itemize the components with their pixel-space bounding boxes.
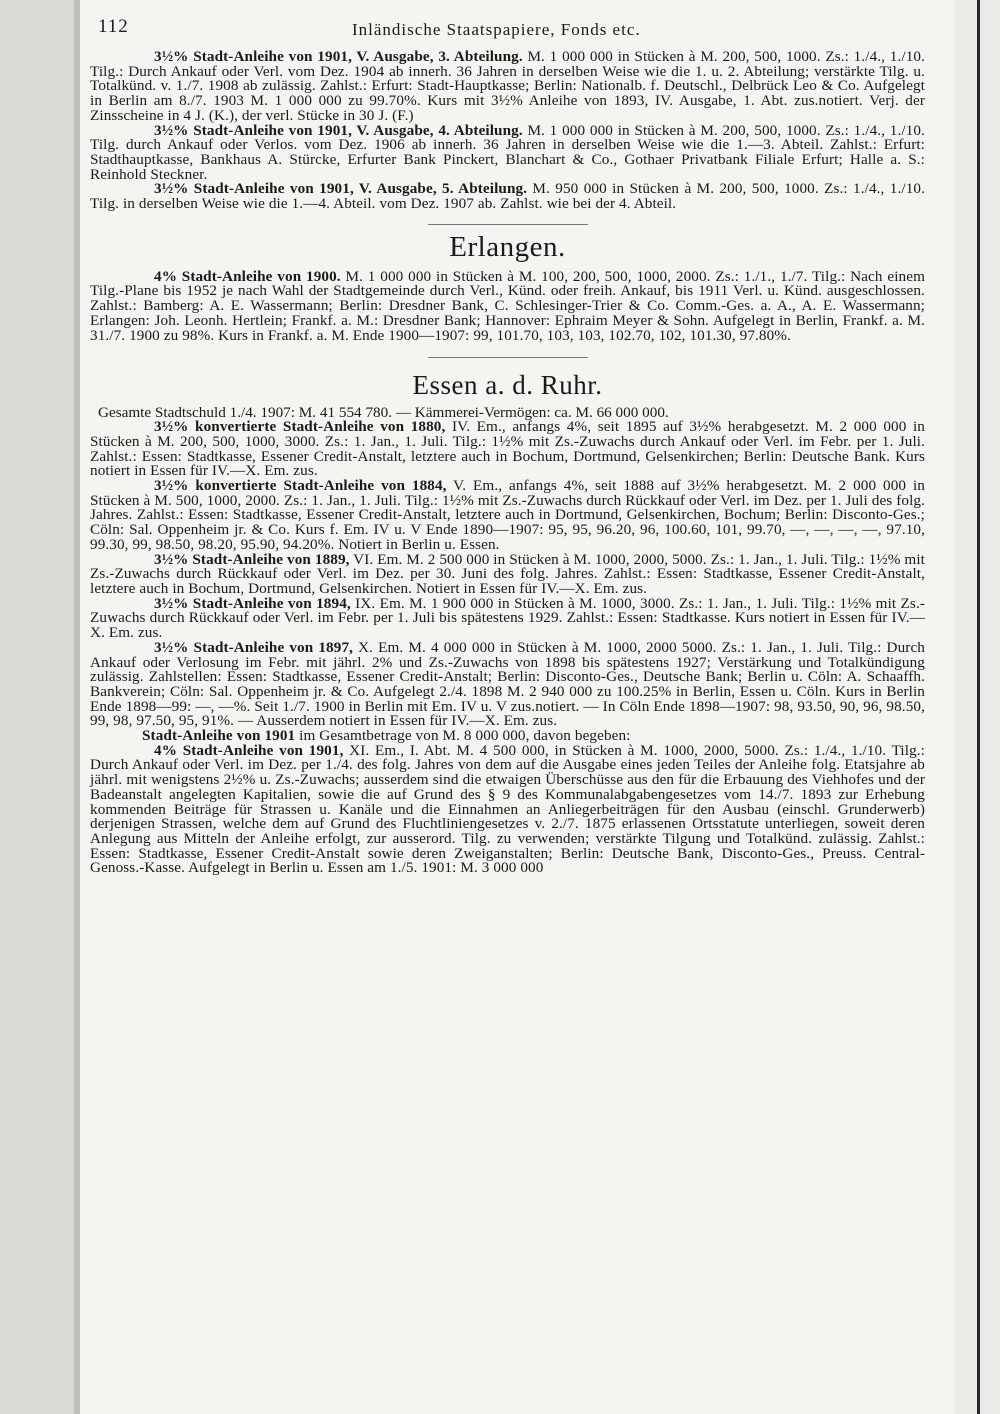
entry-paragraph: [90, 479, 925, 553]
entry-heading: 3½% Stadt-Anleihe von 1897,: [154, 638, 354, 656]
entry-paragraph: [90, 267, 925, 344]
entry-paragraph: [90, 741, 925, 877]
left-margin-shadow: [0, 0, 80, 1414]
page-header: [90, 12, 925, 42]
entry-body: IX. Em. M. 1 900 000 in Stücken à M. 1000, 3000. Zs.: 1. Jan., 1. Juli. Tilg.: 1½% mit Zs.-Zuwachs durch Rückkauf oder Verl. im Febr. per 1. Juli bis spätestens 1929. Zahlst.: Essen: Stadtkasse. Kurs notiert in Essen für IV.—X. Em. zus.: [90, 594, 925, 642]
page-edge: [74, 0, 80, 1414]
entry-paragraph: [90, 420, 925, 479]
entry-body: M. 1 000 000 in Stücken à M. 200, 500, 1000. Zs.: 1./4., 1./10. Tilg.: Durch Ankauf oder Verl. vom Dez. 1904 ab innerh. 36 Jahren in derselben Weise wie die 1. u. 2. Abteilung; verstärkte Tilg. u. Totalkünd. v. 1./7. 1908 ab zulässig. Zahlst.: Erfurt: Stadt-Hauptkasse; Berlin: Nationalb. f. Deutschl., Delbrück Leo & Co. Aufgelegt in Berlin am 8./7. 1903 M. 1 000 000 zu 99.70%. Kurs mit 3½% Anleihe von 1893, IV. Ausgabe, 1. Abt. zus.notiert. Verj. der Zinsscheine in 4 J. (K.), der verl. Stücke in 30 J. (F.): [90, 48, 925, 124]
entry-heading: 3½% Stadt-Anleihe von 1894,: [154, 594, 351, 612]
entry-heading: 3½% Stadt-Anleihe von 1901, V. Ausgabe, 4. Abteilung.: [154, 121, 523, 139]
page-content: [90, 12, 925, 876]
city-heading: Erlangen.: [449, 230, 566, 263]
running-title: Inländische Staatspapiere, Fonds etc.: [352, 20, 641, 39]
entry-body: M. 1 000 000 in Stücken à M. 200, 500, 1000. Zs.: 1./4., 1./10. Tilg. durch Ankauf oder Verlos. vom Dez. 1906 ab innerh. 36 Jahren in derselben Weise wie die 1.—3. Abteil. Zahlst.: Erfurt: Stadthauptkasse, Bankhaus A. Stürcke, Erfurter Bank Pinckert, Blanchart & Co., Gothaer Privatbank Filiale Erfurt; Halle a. S.: Reinhold Steckner.: [90, 121, 925, 183]
entry-body: XI. Em., I. Abt. M. 4 500 000, in Stücken à M. 1000, 2000, 5000. Zs.: 1./4., 1./10. Tilg.: Durch Ankauf oder Verl. im Dez. per 1./4. des folg. Jahres von dem auf die Ausgabe eines jeden Teiles der Anleihe folg. Etatsjahre ab jährl. mit wenigstens 2½% u. Zs.-Zuwachs; ausserdem sind die etwaigen Überschüsse aus den für die Erbauung des Viehhofes und der Badeanstalt angelegten Kapitalien, sowie die auf Grund des § 9 des Kommunalabgabengesetzes vom 14./7. 1893 zur Erhebung kommenden Beiträge für Strassen u. Kanäle und die Einnahmen an Anliegerbeiträgen für den Ausbau (einschl. Grunderwerb) derjenigen Strassen, welche dem auf Grund des Fluchtliniengesetzes v. 2./7. 1875 erlassenen Ortsstatute unterliegen, soweit deren Anlegung aus Mitteln der Anleihe erfolgt, zur ausserord. Tilg. zu verwenden; verstärkte Tilgung und Totalkünd. zulässig. Zahlst.: Essen: Stadtkasse, Essener Credit-Anstalt sowie deren Zweiganstalten; Berlin: Deutsche Bank, Disconto-Ges., Preuss. Central-Genoss.-Kasse. Aufgelegt in Berlin u. Essen am 1./5. 1901: M. 3 000 000: [90, 741, 925, 877]
city-heading: Essen a. d. Ruhr.: [412, 370, 603, 401]
entry-paragraph: [90, 121, 925, 183]
entry-heading: 3½% Stadt-Anleihe von 1901, V. Ausgabe, 3. Abteilung.: [154, 48, 523, 65]
entry-heading: 3½% Stadt-Anleihe von 1889,: [154, 550, 350, 568]
section-erlangen: [90, 231, 925, 344]
debt-summary: Gesamte Stadtschuld 1./4. 1907: M. 41 554 780. — Kämmerei-Vermögen: ca. M. 66 000 000.: [98, 404, 669, 422]
entry-paragraph: [90, 594, 925, 642]
entry-heading: Stadt-Anleihe von 1901: [142, 727, 296, 745]
entry-body: X. Em. M. 4 000 000 in Stücken à M. 1000, 2000 5000. Zs.: 1. Jan., 1. Juli. Tilg.: Durch Ankauf oder Verlosung im Febr. mit jährl. 2% und Zs.-Zuwachs von 1898 bis spätestens 1927; Verstärkung und Totalkündigung zulässig. Zahlstellen: Essen: Stadtkasse, Essener Credit-Anstalt; Berlin: Disconto-Ges., Deutsche Bank; Berlin u. Cöln: A. Schaaffh. Bankverein; Cöln: Sal. Oppenheim jr. & Co. Aufgelegt 2./4. 1898 M. 2 940 000 zu 100.25% in Berlin, Essen u. Cöln. Kurs in Berlin Ende 1898—99: —, —%. Seit 1./7. 1900 in Berlin mit Em. IV u. V zus.notiert. — In Cöln Ende 1898—1907: 98, 93.50, 90, 96, 98.50, 99, 98, 97.50, 95, 91%. — Ausserdem notiert in Essen für IV.—X. Em. zus.: [90, 638, 925, 730]
section-essen: [90, 370, 925, 876]
entry-body: VI. Em. M. 2 500 000 in Stücken à M. 1000, 2000, 5000. Zs.: 1. Jan., 1. Juli. Tilg.: 1½% mit Zs.-Zuwachs durch Rückkauf oder Verl. im Dez. per 30. Juni des folg. Jahres. Zahlst.: Essen: Stadtkasse, Essener Credit-Anstalt, letztere auch in Bochum, Dortmund, Gelsenkirchen. Notiert in Essen für IV.—X. Em. zus.: [90, 550, 925, 597]
continued-entries: [90, 50, 925, 212]
right-margin-strip: [955, 0, 1000, 1414]
entry-paragraph: [90, 182, 925, 211]
binding-rule: [977, 0, 980, 1414]
entry-paragraph: [90, 550, 925, 597]
entry-body: V. Em., anfangs 4%, seit 1888 auf 3½% herabgesetzt. M. 2 000 000 in Stücken à M. 500, 1000, 2000. Zs.: 1. Jan., 1. Juli. Tilg.: 1½% mit Zs.-Zuwachs durch Rückkauf oder Verl. im Dez. per 1. Juli des folg. Jahres. Zahlst.: Essen: Stadtkasse, Essener Credit-Anstalt, letztere auch in Dortmund, Gelsenkirchen, Bochum; Berlin: Disconto-Ges.; Cöln: Sal. Oppenheim jr. & Co. Kurs f. Em. IV u. V Ende 1890—1907: 95, 95, 96.20, 96, 100.60, 101, 99.70, —, —, —, —, 97.10, 99.30, 99, 98.50, 98.20, 95.90, 94.20%. Notiert in Berlin u. Essen.: [90, 477, 925, 553]
section-divider: [428, 224, 588, 225]
entry-heading: 4% Stadt-Anleihe von 1900.: [154, 267, 341, 285]
page-number: 112: [98, 16, 129, 37]
entry-heading: 3½% konvertierte Stadt-Anleihe von 1884,: [154, 477, 447, 495]
entry-body: M. 1 000 000 in Stücken à M. 100, 200, 500, 1000, 2000. Zs.: 1./1., 1./7. Tilg.: Nach einem Tilg.-Plane bis 1952 je nach Wahl der Stadtgemeinde durch Verl., Künd. oder freih. Ankauf, bis 1911 Verl. u. Künd. ausgeschlossen. Zahlst.: Bamberg: A. E. Wassermann; Berlin: Dresdner Bank, C. Schlesinger-Trier & Co. Comm.-Ges. a. A., A. E. Wassermann; Erlangen: Joh. Leonh. Hertlein; Frankf. a. M.: Dresdner Bank; Hannover: Ephraim Meyer & Sohn. Aufgelegt in Berlin, Frankf. a. M. 31./7. 1900 zu 98%. Kurs in Frankf. a. M. Ende 1900—1907: 99, 101.70, 103, 103, 102.70, 102, 101.30, 97.80%.: [90, 267, 925, 344]
entry-body: im Gesamtbetrage von M. 8 000 000, davon begeben:: [295, 727, 631, 745]
entry-body: IV. Em., anfangs 4%, seit 1895 auf 3½% herabgesetzt. M. 2 000 000 in Stücken à M. 200, 500, 1000, 3000. Zs.: 1. Jan., 1. Juli. Tilg.: 1½% mit Zs.-Zuwachs durch Ankauf oder Verl. im Febr. per 1. Juli. Zahlst.: Essen: Stadtkasse, Essener Credit-Anstalt, letztere auch in Bochum, Dortmund, Gelsenkirchen; Berlin: Deutsche Bank. Kurs notiert in Essen für IV.—X. Em. zus.: [90, 418, 925, 480]
entry-heading: 4% Stadt-Anleihe von 1901,: [154, 741, 344, 759]
entry-heading: 3½% Stadt-Anleihe von 1901, V. Ausgabe, 5. Abteilung.: [154, 180, 528, 198]
entry-paragraph: [90, 50, 925, 124]
entry-heading: 3½% konvertierte Stadt-Anleihe von 1880,: [154, 418, 446, 436]
entry-paragraph: [90, 638, 925, 730]
section-divider: [428, 357, 588, 358]
entry-body: M. 950 000 in Stücken à M. 200, 500, 1000. Zs.: 1./4., 1./10. Tilg. in derselben Weise wie die 1.—4. Abteil. vom Dez. 1907 ab. Zahlst. wie bei der 4. Abteil.: [90, 180, 925, 213]
